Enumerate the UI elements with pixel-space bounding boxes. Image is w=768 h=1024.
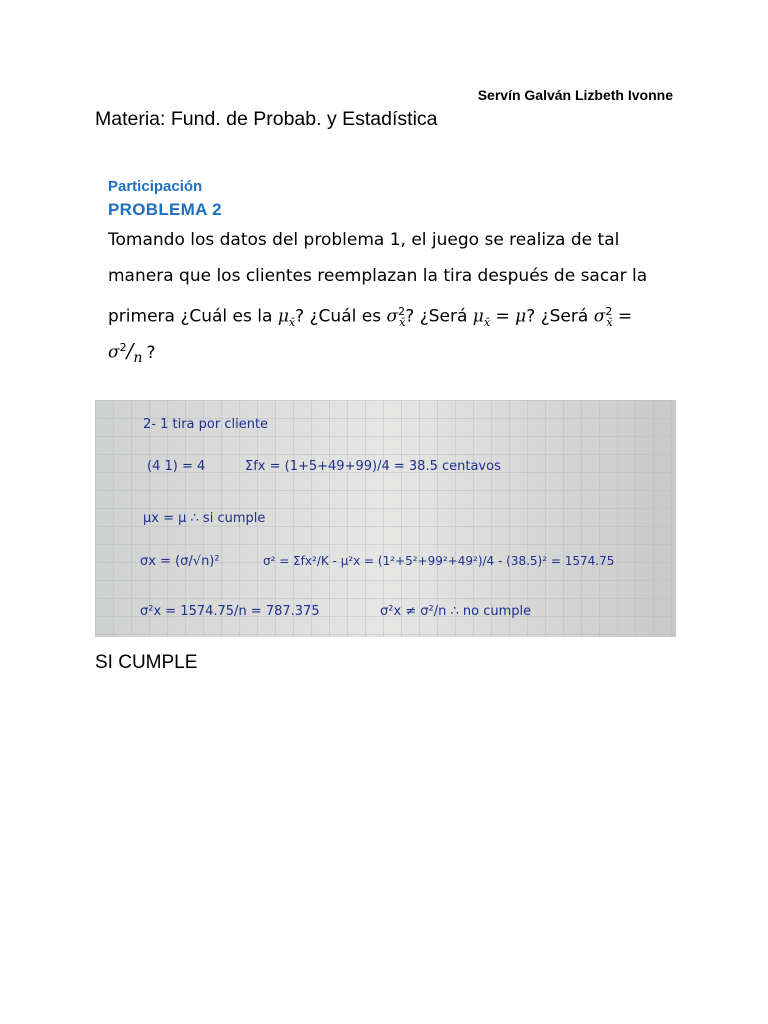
- statement-line-2: manera que los clientes reemplazan la tira después de sacar la: [108, 266, 648, 286]
- note-line-4a: σx = (σ/√n)²: [140, 554, 220, 569]
- author-name: Servín Galván Lizbeth Ivonne: [477, 87, 673, 103]
- statement-line-4: $\sigma^2/_n$ ?: [108, 338, 156, 367]
- note-line-5b: σ²x ≠ σ²/n ∴ no cumple: [380, 604, 532, 619]
- section-label: Participación: [108, 178, 203, 195]
- answer-text: SI CUMPLE: [95, 652, 198, 673]
- note-line-4b: σ² = Σfx²/K - μ²x = (1²+5²+99²+49²)/4 - (38.5)² = 1574.75: [263, 554, 615, 568]
- handwritten-notes-photo: [95, 400, 676, 637]
- note-line-1: 2- 1 tira por cliente: [143, 417, 269, 432]
- note-line-2b: Σfx = (1+5+49+99)/4 = 38.5 centavos: [245, 459, 501, 474]
- note-line-3: μx = μ ∴ si cumple: [143, 511, 266, 526]
- statement-line-1: Tomando los datos del problema 1, el juego se realiza de tal: [108, 230, 620, 250]
- problem-statement: [108, 222, 656, 366]
- problem-title: PROBLEMA 2: [108, 200, 222, 219]
- note-line-5a: σ²x = 1574.75/n = 787.375: [140, 604, 320, 619]
- statement-line-3: primera ¿Cuál es la $\mu_{x̄}$? ¿Cuál es $\sigma^2_{x̄}$? ¿Será $\mu_{x̄} = \mu$? ¿Será $\sigma^2_{x̄}$ =: [108, 305, 633, 330]
- subject-line: Materia: Fund. de Probab. y Estadística: [95, 108, 438, 130]
- note-line-2a: (4 1) = 4: [147, 459, 206, 474]
